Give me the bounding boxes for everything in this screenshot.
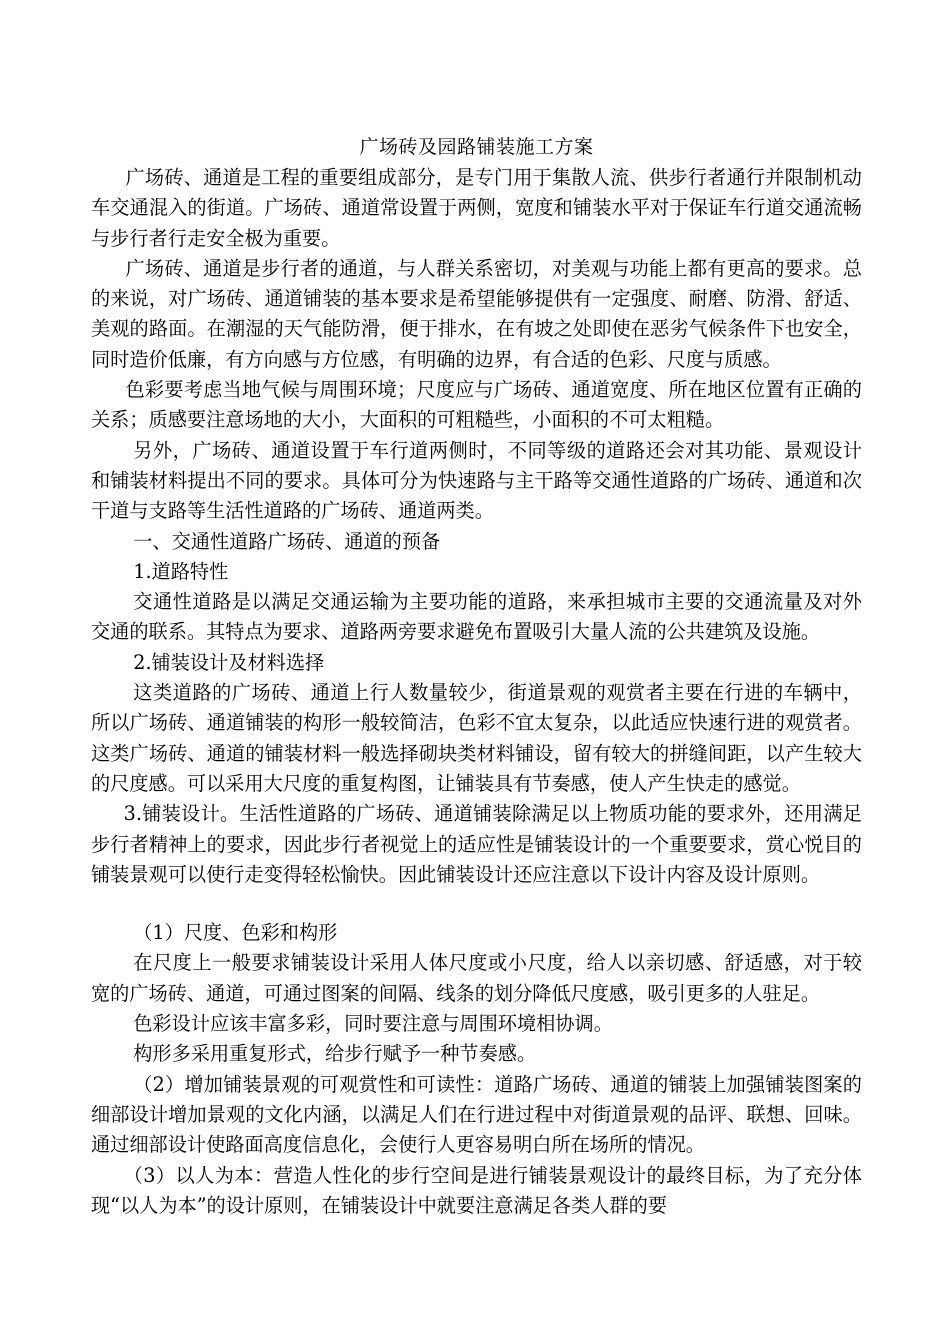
paragraph: 一、交通性道路广场砖、通道的预备 — [133, 529, 441, 553]
paragraph: 交通性道路是以满足交通运输为主要功能的道路，来承担城市主要的交通流量及对外交通的联系。其特点为要求、道路两旁要求避免布置吸引大量人流的公共建筑及设施。 — [91, 590, 862, 644]
document-title: 广场砖及园路铺装施工方案 — [359, 136, 594, 158]
paragraph: 色彩设计应该丰富多彩，同时要注意与周围环境相协调。 — [133, 1012, 613, 1036]
paragraph: （3）以人为本：营造人性化的步行空间是进行铺装景观设计的最终目标，为了充分体现“以人为本”的设计原则，在铺装设计中就要注意满足各类人群的要 — [91, 1163, 862, 1217]
paragraph: （2）增加铺装景观的可观赏性和可读性：道路广场砖、通道的铺装上加强铺装图案的细部设计增加景观的文化内涵，以满足人们在行进过程中对街道景观的品评、联想、回味。通过细部设计使路面高度信息化，会使行人更容易明白所在场所的情况。 — [91, 1072, 862, 1157]
paragraph: （1）尺度、色彩和构形 — [133, 921, 338, 945]
paragraph: 这类道路的广场砖、通道上行人数量较少，街道景观的观赏者主要在行进的车辆中，所以广场砖、通道铺装的构形一般较简洁，色彩不宜太复杂，以此适应快速行进的观赏者。这类广场砖、通道的铺装材料一般选择砌块类材料铺设，留有较大的拼缝间距，以产生较大的尺度感。可以采用大尺度的重复构图，让铺装具有节奏感，使人产生快走的感觉。 — [91, 681, 862, 795]
paragraph: 1.道路特性 — [133, 559, 229, 583]
paragraph: 2.铺装设计及材料选择 — [133, 650, 325, 674]
paragraph: 3.铺装设计。生活性道路的广场砖、通道铺装除满足以上物质功能的要求外，还用满足步行者精神上的要求，因此步行者视觉上的适应性是铺装设计的一个重要要求，赏心悦目的铺装景观可以使行走变得轻松愉快。因此铺装设计还应注意以下设计内容及设计原则。 — [91, 802, 862, 886]
paragraph: 色彩要考虑当地气候与周围环境；尺度应与广场砖、通道宽度、所在地区位置有正确的关系；质感要注意场地的大小，大面积的可粗糙些，小面积的不可太粗糙。 — [91, 378, 862, 432]
paragraph: 广场砖、通道是步行者的通道，与人群关系密切，对美观与功能上都有更高的要求。总的来说，对广场砖、通道铺装的基本要求是希望能够提供有一定强度、耐磨、防滑、舒适、美观的路面。在潮湿的天气能防滑，便于排水，在有坡之处即使在恶劣气候条件下也安全，同时造价低廉，有方向感与方位感，有明确的边界，有合适的色彩、尺度与质感。 — [91, 256, 862, 371]
paragraph: 广场砖、通道是工程的重要组成部分，是专门用于集散人流、供步行者通行并限制机动车交通混入的街道。广场砖、通道常设置于两侧，宽度和铺装水平对于保证车行道交通流畅与步行者行走安全极为重要。 — [91, 166, 862, 250]
paragraph: 另外，广场砖、通道设置于车行道两侧时，不同等级的道路还会对其功能、景观设计和铺装材料提出不同的要求。具体可分为快速路与主干路等交通性道路的广场砖、通道和次干道与支路等生活性道路的广场砖、通道两类。 — [91, 438, 862, 523]
paragraph-gap — [91, 890, 862, 918]
document-body — [91, 163, 862, 1221]
paragraph: 构形多采用重复形式，给步行赋予一种节奏感。 — [133, 1042, 537, 1066]
paragraph: 在尺度上一般要求铺装设计采用人体尺度或小尺度，给人以亲切感、舒适感，对于较宽的广场砖、通道，可通过图案的间隔、线条的划分降低尺度感，吸引更多的人驻足。 — [91, 951, 862, 1005]
